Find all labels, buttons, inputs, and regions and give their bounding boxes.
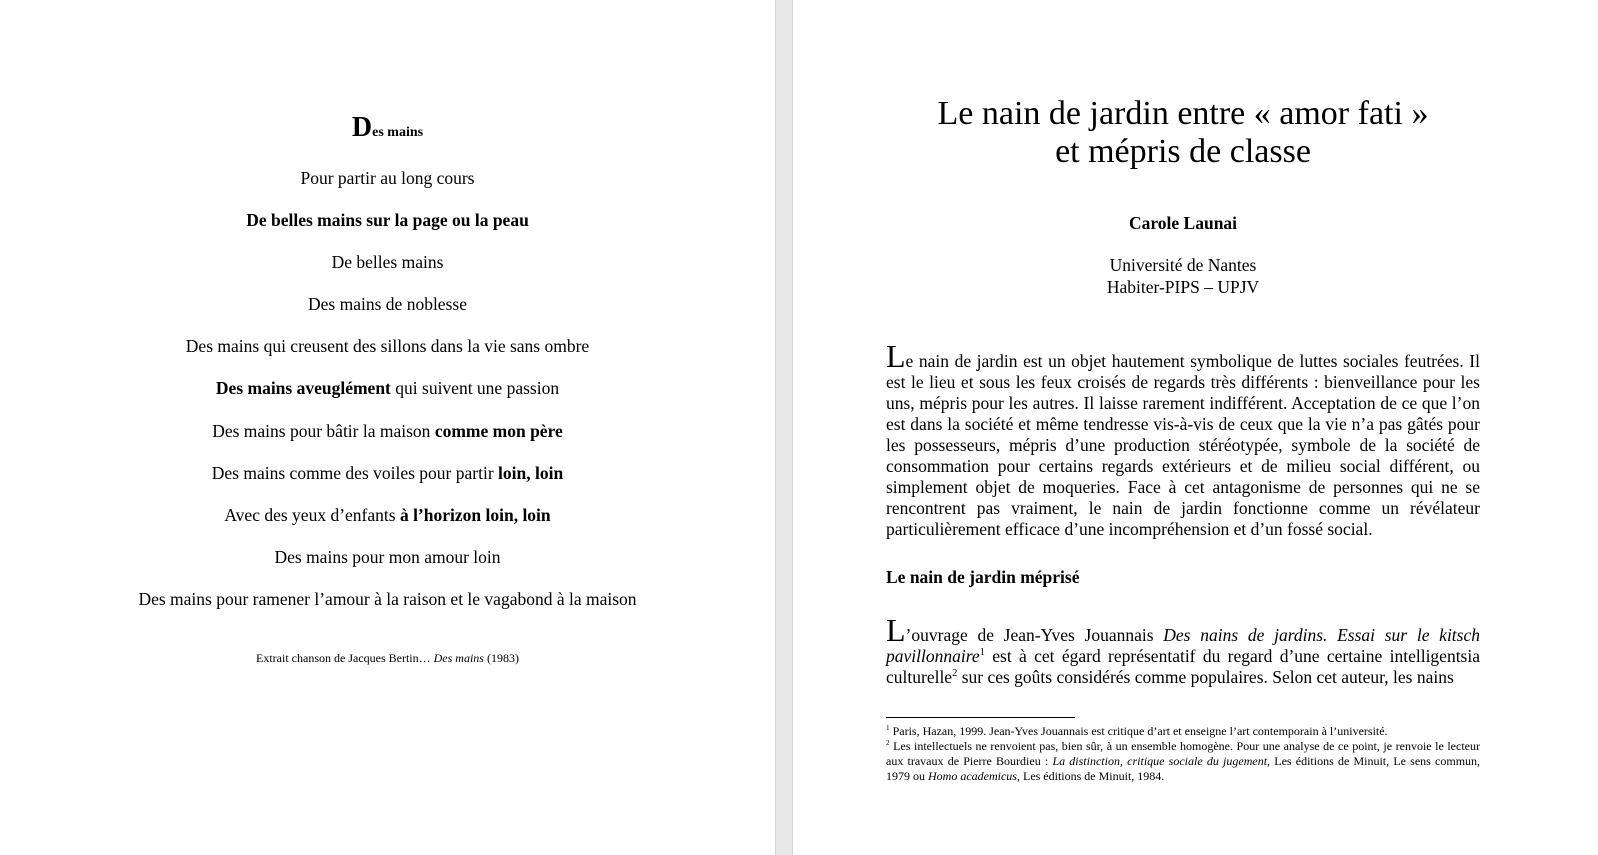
intro-paragraph — [886, 338, 1480, 540]
p2-text-a: ’ouvrage de Jean-Yves Jouannais — [905, 625, 1164, 645]
poem-line — [0, 167, 775, 209]
poem-line-segment: De belles mains sur la page ou la peau — [246, 210, 529, 231]
footnote-2-title-1: La distinction, critique sociale du jugement — [1052, 754, 1268, 768]
footnote-2-text-b: , Les éditions de Minuit, Le sens commun, 1979 ou — [886, 754, 1481, 783]
poem-line — [0, 251, 775, 293]
p2-book-title: Des nains de jardins. Essai sur le kitsch pavillonnaire — [886, 625, 1480, 666]
footnote-1 — [886, 724, 1480, 739]
footnote-2-text-a: Les intellectuels ne renvoient pas, bien sûr, à un ensemble homogène. Pour une analyse de ce point, je renvoie le lecteur aux travaux de Pierre Bourdieu : — [886, 739, 1480, 768]
poem-line — [0, 588, 775, 630]
footnotes — [886, 724, 1480, 784]
article-title — [793, 95, 1573, 171]
poem-line — [0, 335, 775, 377]
poem-line-segment: Des mains aveuglément — [215, 378, 391, 399]
affiliation — [793, 254, 1573, 298]
poem-line-segment: loin, loin — [498, 462, 564, 483]
section-paragraph — [886, 612, 1480, 688]
footnote-1-text: Paris, Hazan, 1999. Jean-Yves Jouannais est critique d’art et enseigne l’art contemporain à l’université. — [889, 724, 1388, 738]
poem-line-segment: à l’horizon loin, loin — [399, 504, 551, 525]
poem-line — [0, 209, 775, 251]
poem-line-segment: Des mains qui creusent des sillons dans la vie sans ombre — [185, 336, 590, 357]
footnote-1-num: 1 — [886, 724, 890, 732]
poem-title — [0, 112, 775, 144]
poem-citation — [0, 651, 775, 666]
footnote-2-num: 2 — [886, 739, 890, 747]
affiliation-line1: Université de Nantes — [1109, 255, 1257, 275]
intro-text: e nain de jardin est un objet hautement symbolique de luttes sociales feutrées. Il est le lieu et sous les feux croisés de regards très différents : bienveillance pour les uns, mépris pour les autres. Il laisse rarement indifférent. Acceptation de ce que l’on est dans la société et même tendresse vis-à-vis de ceux que la vie n’a pas gâtés pour les possesseurs, mépris d’une production stéréotypée, symbole de la société de consommation pour certains regards extérieurs et de milieu social différent, ou simplement objet de moqueries. Face à cet antagonisme de personnes qui ne se rencontrent pas vraiment, le nain de jardin fonctionne comme un révélateur particulièrement efficace d’une incompréhension et d’un fossé social. — [886, 351, 1480, 539]
p2-text-c: sur ces goûts considérés comme populaires. Selon cet auteur, les nains — [957, 667, 1454, 687]
article-title-line2: et mépris de classe — [1055, 133, 1311, 170]
poem-line-segment: Des mains de noblesse — [308, 294, 467, 315]
poem-line-segment: comme mon père — [434, 420, 563, 441]
poem-line-segment: Des mains pour ramener l’amour à la raison et le vagabond à la maison — [138, 588, 637, 609]
poem-title-rest: es mains — [372, 125, 424, 140]
poem-line — [0, 546, 775, 588]
poem-line-segment: Pour partir au long cours — [300, 168, 475, 188]
p2-text-b: est à cet égard représentatif du regard d’une certaine intelligentsia culturelle — [886, 646, 1480, 687]
left-page — [0, 0, 775, 855]
right-page — [793, 0, 1598, 855]
footnote-ref-2[interactable]: 2 — [952, 668, 958, 680]
article-title-line1: Le nain de jardin entre « amor fati » — [937, 95, 1429, 132]
footnote-2 — [886, 739, 1480, 784]
footnote-separator — [886, 717, 1075, 718]
poem-lines — [0, 167, 775, 630]
author-name: Carole Launai — [1128, 213, 1238, 233]
citation-year: (1983) — [483, 651, 519, 665]
section-drop-cap: L — [886, 612, 906, 648]
affiliation-line2: Habiter-PIPS – UPJV — [1106, 277, 1260, 297]
poem-line-segment: Des mains pour bâtir la maison — [212, 420, 435, 441]
page-gutter — [775, 0, 793, 855]
poem-line — [0, 293, 775, 335]
poem-title-cap: D — [351, 112, 373, 143]
poem-line-segment: Des mains comme des voiles pour partir — [211, 462, 499, 483]
poem-line-segment: qui suivent une passion — [390, 378, 560, 399]
citation-text: Extrait chanson de Jacques Bertin… — [256, 651, 434, 665]
poem-line-segment: De belles mains — [331, 252, 444, 273]
intro-drop-cap: L — [886, 338, 906, 374]
section-heading: Le nain de jardin méprisé — [886, 567, 1080, 587]
poem-line — [0, 420, 775, 462]
footnote-2-title-2: Homo academicus — [928, 769, 1017, 783]
poem-line — [0, 462, 775, 504]
footnote-2-text-c: , Les éditions de Minuit, 1984. — [1016, 769, 1165, 783]
footnote-ref-1[interactable]: 1 — [979, 647, 985, 659]
poem-line-segment: Des mains pour mon amour loin — [274, 546, 501, 567]
poem-line-segment: Avec des yeux d’enfants — [224, 504, 400, 525]
citation-work: Des mains — [433, 651, 484, 665]
poem-line — [0, 504, 775, 546]
poem-line — [0, 377, 775, 419]
